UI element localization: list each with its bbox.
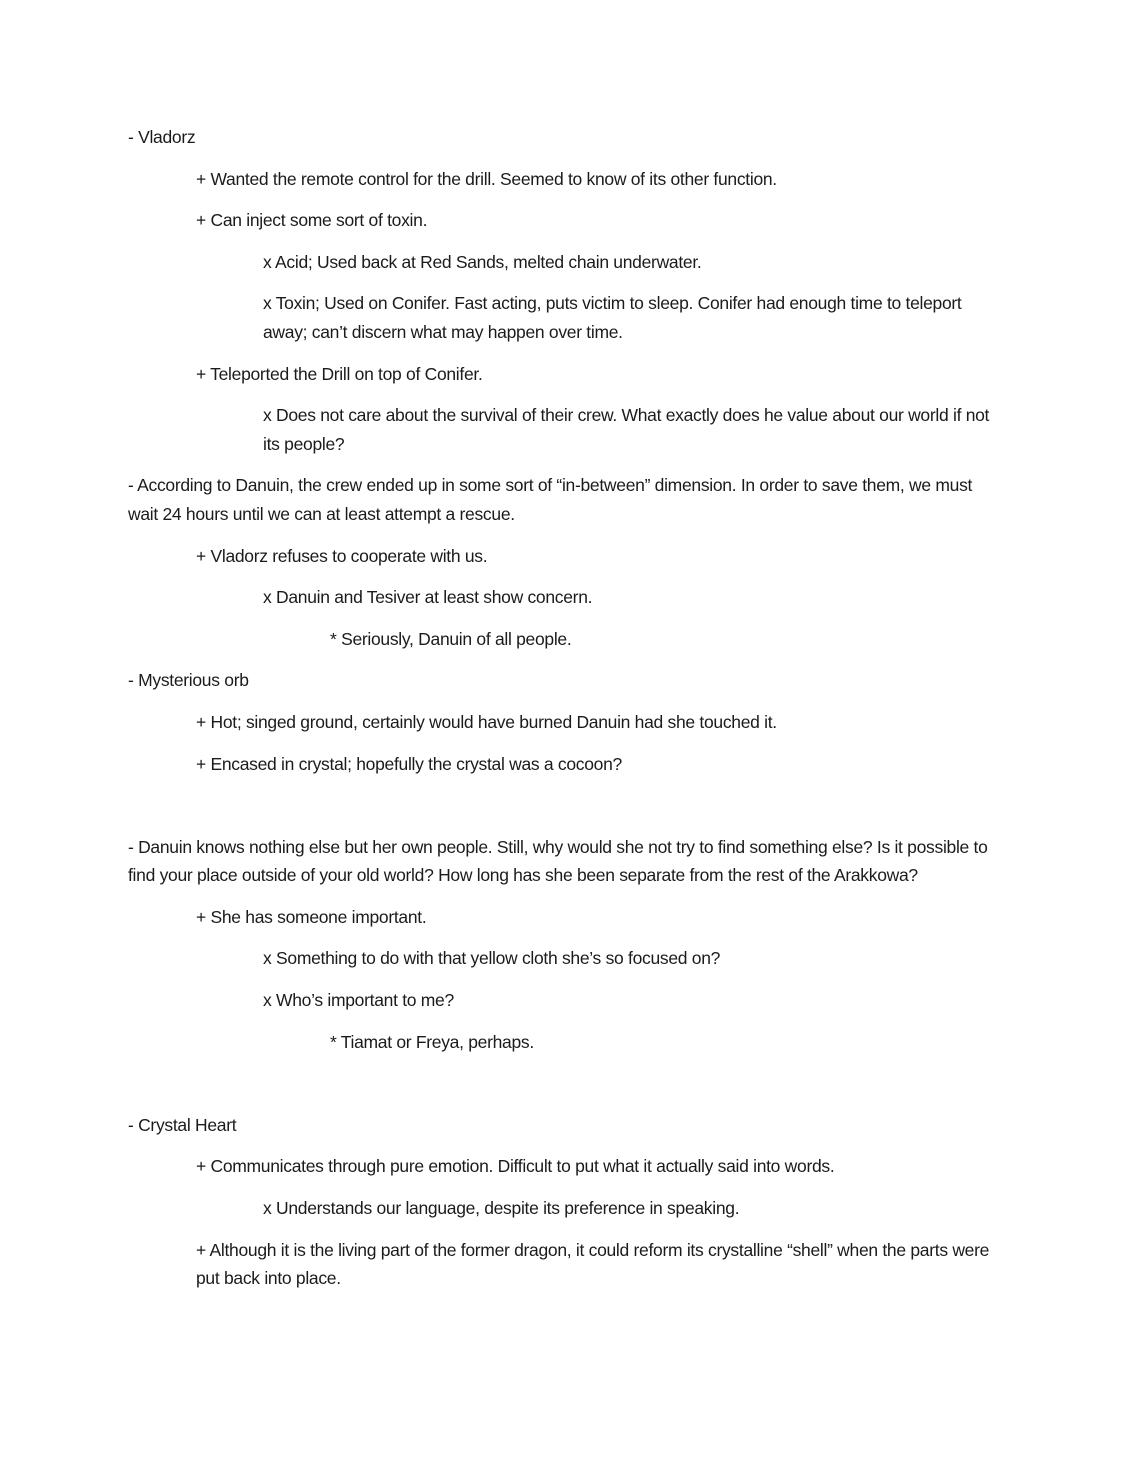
note-paragraph: - Mysterious orb [128,670,249,691]
note-paragraph: * Seriously, Danuin of all people. [330,628,572,649]
note-paragraph: + Although it is the living part of the former dragon, it could reform its crystalline “shell” when the parts were put back into place. [196,1239,990,1289]
note-paragraph: x Understands our language, despite its preference in speaking. [263,1198,740,1219]
blank-line [128,791,1004,820]
note-paragraph: x Who’s important to me? [263,990,454,1011]
note-paragraph: x Acid; Used back at Red Sands, melted chain underwater. [263,251,702,272]
note-paragraph: + Communicates through pure emotion. Difficult to put what it actually said into words. [196,1156,835,1177]
note-paragraph: + Encased in crystal; hopefully the crystal was a cocoon? [196,753,622,774]
note-paragraph: - Vladorz [128,127,196,147]
note-paragraph: x Danuin and Tesiver at least show concern. [263,587,593,608]
note-paragraph: + Vladorz refuses to cooperate with us. [196,545,488,566]
note-paragraph: - Danuin knows nothing else but her own people. Still, why would she not try to find something else? Is it possible to find your place outside of your old world? How long has she been separate from the rest of the Arakkowa? [128,836,988,886]
note-paragraph: - Crystal Heart [128,1114,237,1135]
note-paragraph: + Can inject some sort of toxin. [196,210,428,231]
note-paragraph: - According to Danuin, the crew ended up in some sort of “in-between” dimension. In order to save them, we must wait 24 hours until we can at least attempt a rescue. [128,475,973,524]
blank-line [128,1069,1004,1098]
note-paragraph: + Teleported the Drill on top of Conifer. [196,363,483,384]
note-paragraph: + She has someone important. [196,906,427,927]
note-paragraph: * Tiamat or Freya, perhaps. [330,1031,534,1052]
note-paragraph: x Toxin; Used on Conifer. Fast acting, puts victim to sleep. Conifer had enough time to teleport away; can’t discern what may happen over time. [263,293,962,342]
notes-list [128,123,1004,1293]
note-paragraph: + Hot; singed ground, certainly would have burned Danuin had she touched it. [196,711,777,732]
note-paragraph: x Something to do with that yellow cloth she’s so focused on? [263,948,721,969]
note-paragraph: x Does not care about the survival of their crew. What exactly does he value about our world if not its people? [263,405,990,454]
note-paragraph: + Wanted the remote control for the drill. Seemed to know of its other function. [196,168,777,189]
